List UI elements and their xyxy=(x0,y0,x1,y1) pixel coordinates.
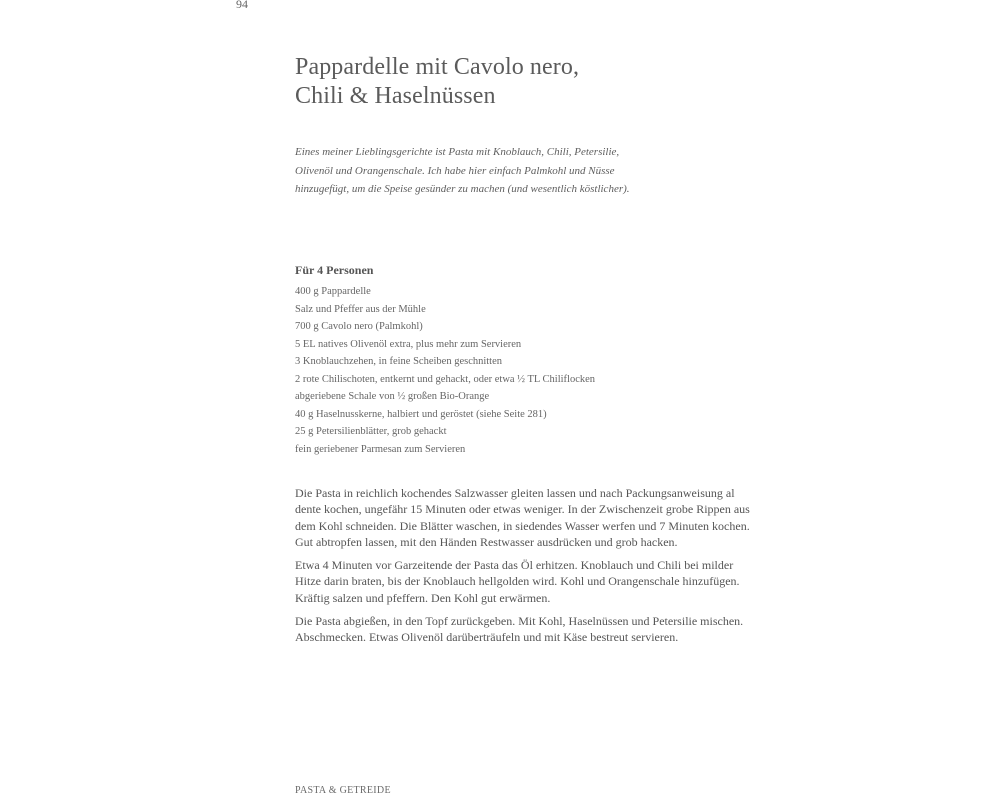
ingredient-item: 40 g Haselnusskerne, halbiert und geröstet (siehe Seite 281) xyxy=(295,408,547,420)
intro-line: hinzugefügt, um die Speise gesünder zu machen (und wesentlich köstlicher). xyxy=(295,183,630,195)
recipe-intro xyxy=(295,143,655,199)
servings-heading: Für 4 Personen xyxy=(295,263,374,277)
ingredient-item: 3 Knoblauchzehen, in feine Scheiben geschnitten xyxy=(295,356,503,367)
ingredient-item: Salz und Pfeffer aus der Mühle xyxy=(295,303,426,315)
ingredient-item: 700 g Cavolo nero (Palmkohl) xyxy=(295,321,423,332)
method-line: Etwa 4 Minuten vor Garzeitende der Pasta das Öl erhitzen. Knoblauch und Chili bei milder xyxy=(295,558,734,573)
recipe-title xyxy=(295,53,815,111)
ingredient-item: 400 g Pappardelle xyxy=(295,286,371,297)
method-line: dem Kohl schneiden. Die Blätter waschen, in siedendes Wasser werfen und 7 Minuten kochen. xyxy=(295,518,750,533)
method-section xyxy=(295,485,775,653)
ingredient-item: 25 g Petersilienblätter, grob gehackt xyxy=(295,426,447,437)
recipe-title-line: Chili & Haselnüssen xyxy=(295,83,496,109)
method-line: Hitze darin braten, bis der Knoblauch hellgolden wird. Kohl und Orangenschale hinzufügen. xyxy=(295,574,740,589)
method-line: dente kochen, ungefähr 15 Minuten oder etwas weniger. In der Zwischenzeit grobe Rippen aus xyxy=(295,502,750,517)
ingredient-item: 2 rote Chilischoten, entkernt und gehackt, oder etwa ½ TL Chiliflocken xyxy=(295,373,596,385)
method-line: Gut abtropfen lassen, mit den Händen Restwasser ausdrücken und grob hacken. xyxy=(295,534,678,549)
ingredient-item: 5 EL natives Olivenöl extra, plus mehr zum Servieren xyxy=(295,338,522,350)
recipe-title-line: Pappardelle mit Cavolo nero, xyxy=(295,54,580,80)
intro-line: Eines meiner Lieblingsgerichte ist Pasta mit Knoblauch, Chili, Petersilie, xyxy=(295,146,620,158)
page-number: 94 xyxy=(236,0,248,11)
method-paragraph-2 xyxy=(295,557,775,606)
method-line: Abschmecken. Etwas Olivenöl darüberträufeln und mit Käse bestreut servieren. xyxy=(295,630,679,645)
ingredient-list xyxy=(295,283,595,458)
method-paragraph-1 xyxy=(295,485,775,550)
ingredient-item: abgeriebene Schale von ½ großen Bio-Orange xyxy=(295,391,490,402)
ingredient-item: fein geriebener Parmesan zum Servieren xyxy=(295,443,466,455)
method-line: Die Pasta abgießen, in den Topf zurückgeben. Mit Kohl, Haselnüssen und Petersilie mischen. xyxy=(295,614,744,629)
chapter-footer: PASTA & GETREIDE xyxy=(295,785,391,796)
intro-line: Olivenöl und Orangenschale. Ich habe hier einfach Palmkohl und Nüsse xyxy=(295,164,615,177)
method-paragraph-3 xyxy=(295,613,775,646)
method-line: Die Pasta in reichlich kochendes Salzwasser gleiten lassen und nach Packungsanweisung al xyxy=(295,486,735,500)
method-line: Kräftig salzen und pfeffern. Den Kohl gut erwärmen. xyxy=(295,590,551,605)
